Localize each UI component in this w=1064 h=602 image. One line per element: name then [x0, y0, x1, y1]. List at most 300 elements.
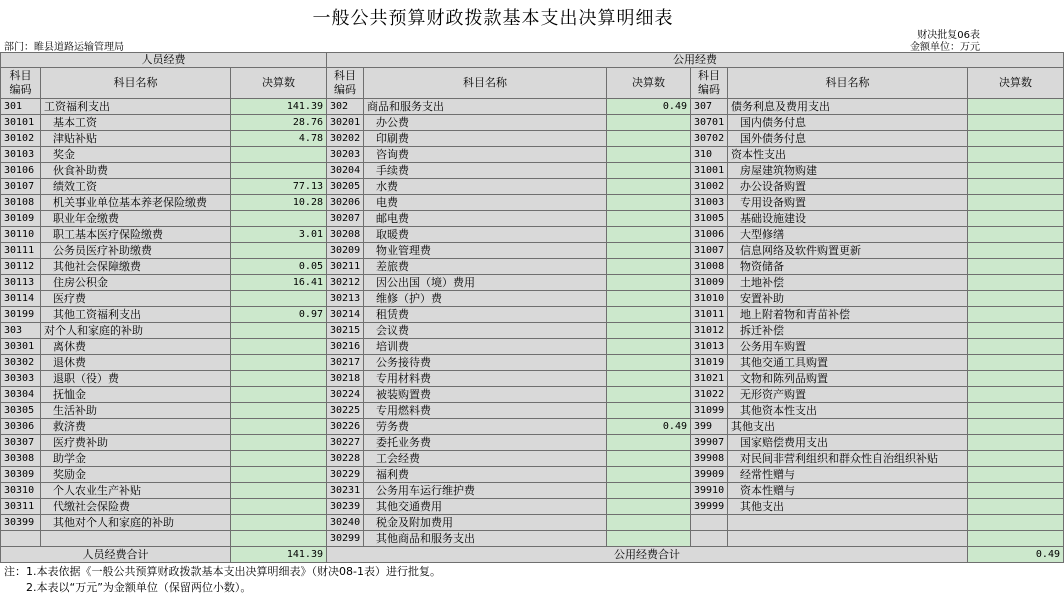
amount-cell: [968, 243, 1064, 259]
header-code: 科目 编码: [327, 68, 364, 99]
subject-name: 物资储备: [728, 259, 968, 275]
table-row: [1, 467, 1064, 483]
subject-code: 30304: [1, 387, 41, 403]
amount-cell: [231, 515, 327, 531]
subject-name: 医疗费: [41, 291, 231, 307]
subject-name: 福利费: [364, 467, 607, 483]
amount-cell: 0.49: [607, 419, 691, 435]
amount-cell: [968, 467, 1064, 483]
amount-cell: [607, 227, 691, 243]
subject-name: 资本性赠与: [728, 483, 968, 499]
subject-code: 30218: [327, 371, 364, 387]
amount-cell: [968, 531, 1064, 547]
subject-code: 30110: [1, 227, 41, 243]
subject-code: 31007: [691, 243, 728, 259]
subject-code: 30239: [327, 499, 364, 515]
amount-cell: [231, 483, 327, 499]
amount-cell: [968, 323, 1064, 339]
amount-cell: [607, 211, 691, 227]
amount-cell: [231, 419, 327, 435]
subject-name: 对民间非营利组织和群众性自治组织补贴: [728, 451, 968, 467]
amount-cell: [607, 355, 691, 371]
subject-name: 津贴补贴: [41, 131, 231, 147]
amount-cell: [231, 451, 327, 467]
subject-name: 奖金: [41, 147, 231, 163]
table-row: [1, 163, 1064, 179]
subject-code: 31011: [691, 307, 728, 323]
amount-cell: [968, 483, 1064, 499]
amount-cell: 141.39: [231, 99, 327, 115]
table-row: [1, 323, 1064, 339]
amount-unit: 金额单位：万元: [910, 42, 980, 53]
subject-name: 基础设施建设: [728, 211, 968, 227]
header-name: 科目名称: [41, 68, 231, 99]
subject-code: 39907: [691, 435, 728, 451]
subject-name: 经常性赠与: [728, 467, 968, 483]
section-personnel: 人员经费: [1, 53, 327, 68]
subject-code: 31009: [691, 275, 728, 291]
amount-cell: [607, 435, 691, 451]
personnel-total-label: 人员经费合计: [1, 547, 231, 563]
amount-cell: [231, 243, 327, 259]
header-amount: 决算数: [968, 68, 1064, 99]
subject-code: 30199: [1, 307, 41, 323]
subject-code: 30216: [327, 339, 364, 355]
subject-code: [691, 515, 728, 531]
amount-cell: [607, 259, 691, 275]
subject-code: 30205: [327, 179, 364, 195]
amount-cell: [231, 531, 327, 547]
subject-name: 抚恤金: [41, 387, 231, 403]
amount-cell: [968, 115, 1064, 131]
subject-name: 离休费: [41, 339, 231, 355]
amount-cell: [968, 403, 1064, 419]
amount-cell: [607, 387, 691, 403]
subject-name: 其他工资福利支出: [41, 307, 231, 323]
subject-code: 30399: [1, 515, 41, 531]
subject-code: [691, 531, 728, 547]
table-row: [1, 451, 1064, 467]
amount-cell: [231, 291, 327, 307]
table-row: [1, 387, 1064, 403]
subject-code: 30204: [327, 163, 364, 179]
header-amount: 决算数: [607, 68, 691, 99]
subject-name: 资本性支出: [728, 147, 968, 163]
amount-cell: [968, 451, 1064, 467]
amount-cell: [968, 307, 1064, 323]
subject-code: 31001: [691, 163, 728, 179]
subject-code: 31003: [691, 195, 728, 211]
subject-name: 住房公积金: [41, 275, 231, 291]
subject-name: 其他交通工具购置: [728, 355, 968, 371]
subject-code: 30213: [327, 291, 364, 307]
amount-cell: [607, 307, 691, 323]
subject-code: 31013: [691, 339, 728, 355]
table-row: [1, 195, 1064, 211]
amount-cell: [968, 435, 1064, 451]
subject-code: 30113: [1, 275, 41, 291]
table-row: [1, 227, 1064, 243]
subject-name: 医疗费补助: [41, 435, 231, 451]
amount-cell: [231, 371, 327, 387]
subject-name: 物业管理费: [364, 243, 607, 259]
subject-name: 无形资产购置: [728, 387, 968, 403]
subject-code: 30112: [1, 259, 41, 275]
table-row: [1, 259, 1064, 275]
amount-cell: [968, 227, 1064, 243]
header-amount: 决算数: [231, 68, 327, 99]
subject-code: 30103: [1, 147, 41, 163]
subject-code: 30201: [327, 115, 364, 131]
subject-code: 30308: [1, 451, 41, 467]
table-row: [1, 531, 1064, 547]
subject-code: 30224: [327, 387, 364, 403]
subject-code: 30306: [1, 419, 41, 435]
notes: [4, 564, 441, 596]
table-row: [1, 483, 1064, 499]
amount-cell: [968, 211, 1064, 227]
subject-name: 职业年金缴费: [41, 211, 231, 227]
subject-code: 30209: [327, 243, 364, 259]
subject-name: 租赁费: [364, 307, 607, 323]
subject-name: 办公费: [364, 115, 607, 131]
subject-code: 303: [1, 323, 41, 339]
amount-cell: [968, 419, 1064, 435]
subject-name: 退休费: [41, 355, 231, 371]
amount-cell: [607, 291, 691, 307]
table-row: [1, 419, 1064, 435]
subject-name: 专用燃料费: [364, 403, 607, 419]
table-row: [1, 243, 1064, 259]
amount-cell: [607, 403, 691, 419]
subject-name: 咨询费: [364, 147, 607, 163]
table-row: [1, 115, 1064, 131]
amount-cell: [607, 115, 691, 131]
amount-cell: [607, 243, 691, 259]
subject-code: 30203: [327, 147, 364, 163]
subject-code: 30311: [1, 499, 41, 515]
subject-code: 30310: [1, 483, 41, 499]
table-row: [1, 435, 1064, 451]
amount-cell: [968, 355, 1064, 371]
public-total-value: 0.49: [968, 547, 1064, 563]
subject-code: 399: [691, 419, 728, 435]
header-code: 科目 编码: [691, 68, 728, 99]
amount-cell: [968, 163, 1064, 179]
subject-code: 30307: [1, 435, 41, 451]
amount-cell: [231, 467, 327, 483]
amount-cell: 0.05: [231, 259, 327, 275]
amount-cell: 28.76: [231, 115, 327, 131]
amount-cell: [968, 499, 1064, 515]
subject-code: 30206: [327, 195, 364, 211]
table-row: [1, 371, 1064, 387]
subject-name: 生活补助: [41, 403, 231, 419]
table-row: [1, 147, 1064, 163]
table-row: [1, 131, 1064, 147]
subject-code: 30240: [327, 515, 364, 531]
subject-name: 邮电费: [364, 211, 607, 227]
subject-name: 手续费: [364, 163, 607, 179]
subject-code: 30299: [327, 531, 364, 547]
subject-code: 31022: [691, 387, 728, 403]
subject-code: 30202: [327, 131, 364, 147]
amount-cell: [607, 147, 691, 163]
amount-cell: [607, 339, 691, 355]
subject-name: 其他交通费用: [364, 499, 607, 515]
note-line: 2.本表以“万元”为金额单位（保留两位小数）。: [4, 581, 252, 594]
table-row: [1, 99, 1064, 115]
header-name: 科目名称: [728, 68, 968, 99]
amount-cell: [607, 275, 691, 291]
subject-code: 30302: [1, 355, 41, 371]
subject-code: 302: [327, 99, 364, 115]
subject-code: 30225: [327, 403, 364, 419]
subject-code: 30702: [691, 131, 728, 147]
form-number: 财决批复06表: [917, 30, 980, 41]
table-row: [1, 179, 1064, 195]
subject-name: [728, 515, 968, 531]
amount-cell: [607, 131, 691, 147]
subject-code: 30107: [1, 179, 41, 195]
subject-name: 信息网络及软件购置更新: [728, 243, 968, 259]
amount-cell: [968, 179, 1064, 195]
table-row: [1, 291, 1064, 307]
subject-name: 工会经费: [364, 451, 607, 467]
subject-code: 30211: [327, 259, 364, 275]
subject-code: 30109: [1, 211, 41, 227]
amount-cell: [968, 515, 1064, 531]
subject-name: 劳务费: [364, 419, 607, 435]
subject-code: 31010: [691, 291, 728, 307]
table-row: [1, 211, 1064, 227]
subject-name: 会议费: [364, 323, 607, 339]
table-row: [1, 499, 1064, 515]
subject-code: 30309: [1, 467, 41, 483]
subject-name: 救济费: [41, 419, 231, 435]
subject-code: 31002: [691, 179, 728, 195]
amount-cell: [968, 259, 1064, 275]
amount-cell: 4.78: [231, 131, 327, 147]
amount-cell: [607, 163, 691, 179]
subject-name: 其他支出: [728, 499, 968, 515]
subject-code: 31021: [691, 371, 728, 387]
subject-name: 培训费: [364, 339, 607, 355]
subject-code: 30229: [327, 467, 364, 483]
subject-code: 30212: [327, 275, 364, 291]
amount-cell: [607, 323, 691, 339]
subject-code: 30106: [1, 163, 41, 179]
subject-name: 个人农业生产补贴: [41, 483, 231, 499]
subject-name: 伙食补助费: [41, 163, 231, 179]
subject-name: 商品和服务支出: [364, 99, 607, 115]
subject-code: 30701: [691, 115, 728, 131]
amount-cell: [607, 515, 691, 531]
subject-code: 39999: [691, 499, 728, 515]
amount-cell: 0.97: [231, 307, 327, 323]
subject-code: 30227: [327, 435, 364, 451]
subject-code: 31012: [691, 323, 728, 339]
amount-cell: [231, 387, 327, 403]
subject-name: 印刷费: [364, 131, 607, 147]
subject-name: 对个人和家庭的补助: [41, 323, 231, 339]
subject-code: 30231: [327, 483, 364, 499]
amount-cell: [968, 371, 1064, 387]
subject-name: 取暖费: [364, 227, 607, 243]
subject-name: 奖励金: [41, 467, 231, 483]
subject-name: 退职（役）费: [41, 371, 231, 387]
subject-code: 30217: [327, 355, 364, 371]
amount-cell: [607, 195, 691, 211]
subject-code: 30114: [1, 291, 41, 307]
table-row: [1, 515, 1064, 531]
subject-name: 土地补偿: [728, 275, 968, 291]
amount-cell: [968, 275, 1064, 291]
subject-code: 31006: [691, 227, 728, 243]
amount-cell: 10.28: [231, 195, 327, 211]
subject-name: 大型修缮: [728, 227, 968, 243]
subject-code: 39909: [691, 467, 728, 483]
subject-name: 国外债务付息: [728, 131, 968, 147]
amount-cell: [968, 291, 1064, 307]
subject-name: 国内债务付息: [728, 115, 968, 131]
amount-cell: 77.13: [231, 179, 327, 195]
subject-name: 公务用车运行维护费: [364, 483, 607, 499]
subject-code: 30301: [1, 339, 41, 355]
amount-cell: [231, 147, 327, 163]
subject-name: 工资福利支出: [41, 99, 231, 115]
table-row: [1, 355, 1064, 371]
amount-cell: 16.41: [231, 275, 327, 291]
subject-code: 30208: [327, 227, 364, 243]
amount-cell: 0.49: [607, 99, 691, 115]
amount-cell: [607, 371, 691, 387]
amount-cell: 3.01: [231, 227, 327, 243]
amount-cell: [968, 339, 1064, 355]
subject-code: 30305: [1, 403, 41, 419]
subject-name: 债务利息及费用支出: [728, 99, 968, 115]
subject-name: [728, 531, 968, 547]
subject-code: 307: [691, 99, 728, 115]
subject-name: 维修（护）费: [364, 291, 607, 307]
subject-name: 差旅费: [364, 259, 607, 275]
amount-cell: [607, 179, 691, 195]
subject-name: 拆迁补偿: [728, 323, 968, 339]
amount-cell: [607, 483, 691, 499]
amount-cell: [607, 467, 691, 483]
subject-code: 31099: [691, 403, 728, 419]
subject-name: 代缴社会保险费: [41, 499, 231, 515]
subject-name: 地上附着物和青苗补偿: [728, 307, 968, 323]
table-row: [1, 307, 1064, 323]
amount-cell: [968, 99, 1064, 115]
subject-name: 公务接待费: [364, 355, 607, 371]
amount-cell: [231, 339, 327, 355]
subject-name: 其他资本性支出: [728, 403, 968, 419]
subject-name: 安置补助: [728, 291, 968, 307]
table-row: [1, 275, 1064, 291]
note-line: 注：1.本表依据《一般公共预算财政拨款基本支出决算明细表》（财决08-1表）进行批复。: [4, 565, 441, 578]
subject-name: 国家赔偿费用支出: [728, 435, 968, 451]
table-row: [1, 339, 1064, 355]
department-label: 部门：睢县道路运输管理局: [4, 42, 124, 53]
subject-name: 水费: [364, 179, 607, 195]
header-code: 科目 编码: [1, 68, 41, 99]
subject-name: 其他社会保障缴费: [41, 259, 231, 275]
subject-name: 其他支出: [728, 419, 968, 435]
subject-code: 30226: [327, 419, 364, 435]
subject-code: 30214: [327, 307, 364, 323]
subject-code: 31005: [691, 211, 728, 227]
subject-code: 30228: [327, 451, 364, 467]
subject-name: 税金及附加费用: [364, 515, 607, 531]
amount-cell: [968, 131, 1064, 147]
subject-name: 基本工资: [41, 115, 231, 131]
subject-code: 30303: [1, 371, 41, 387]
amount-cell: [968, 195, 1064, 211]
amount-cell: [231, 499, 327, 515]
subject-code: 30111: [1, 243, 41, 259]
subject-name: 职工基本医疗保险缴费: [41, 227, 231, 243]
subject-name: 公务用车购置: [728, 339, 968, 355]
subject-code: 31019: [691, 355, 728, 371]
subject-name: 房屋建筑物购建: [728, 163, 968, 179]
header-name: 科目名称: [364, 68, 607, 99]
amount-cell: [968, 387, 1064, 403]
subject-code: 310: [691, 147, 728, 163]
subject-code: 301: [1, 99, 41, 115]
subject-name: 绩效工资: [41, 179, 231, 195]
table-row: [1, 403, 1064, 419]
amount-cell: [607, 451, 691, 467]
subject-name: [41, 531, 231, 547]
amount-cell: [231, 323, 327, 339]
expenditure-table: [0, 52, 1064, 563]
subject-name: 办公设备购置: [728, 179, 968, 195]
subject-code: 39910: [691, 483, 728, 499]
subject-name: 因公出国（境）费用: [364, 275, 607, 291]
subject-name: 被装购置费: [364, 387, 607, 403]
subject-code: 30108: [1, 195, 41, 211]
subject-name: 委托业务费: [364, 435, 607, 451]
subject-name: 专用设备购置: [728, 195, 968, 211]
subject-code: 31008: [691, 259, 728, 275]
subject-code: 30101: [1, 115, 41, 131]
amount-cell: [231, 211, 327, 227]
subject-name: 专用材料费: [364, 371, 607, 387]
subject-code: 30215: [327, 323, 364, 339]
subject-name: 电费: [364, 195, 607, 211]
subject-code: 30207: [327, 211, 364, 227]
subject-code: 39908: [691, 451, 728, 467]
public-total-label: 公用经费合计: [327, 547, 968, 563]
subject-name: 机关事业单位基本养老保险缴费: [41, 195, 231, 211]
subject-code: [1, 531, 41, 547]
amount-cell: [968, 147, 1064, 163]
subject-code: 30102: [1, 131, 41, 147]
amount-cell: [231, 163, 327, 179]
personnel-total-value: 141.39: [231, 547, 327, 563]
subject-name: 其他对个人和家庭的补助: [41, 515, 231, 531]
page-title: 一般公共预算财政拨款基本支出决算明细表: [312, 8, 674, 29]
amount-cell: [607, 531, 691, 547]
subject-name: 助学金: [41, 451, 231, 467]
amount-cell: [231, 435, 327, 451]
subject-name: 文物和陈列品购置: [728, 371, 968, 387]
subject-name: 其他商品和服务支出: [364, 531, 607, 547]
section-public: 公用经费: [327, 53, 1064, 68]
subject-name: 公务员医疗补助缴费: [41, 243, 231, 259]
